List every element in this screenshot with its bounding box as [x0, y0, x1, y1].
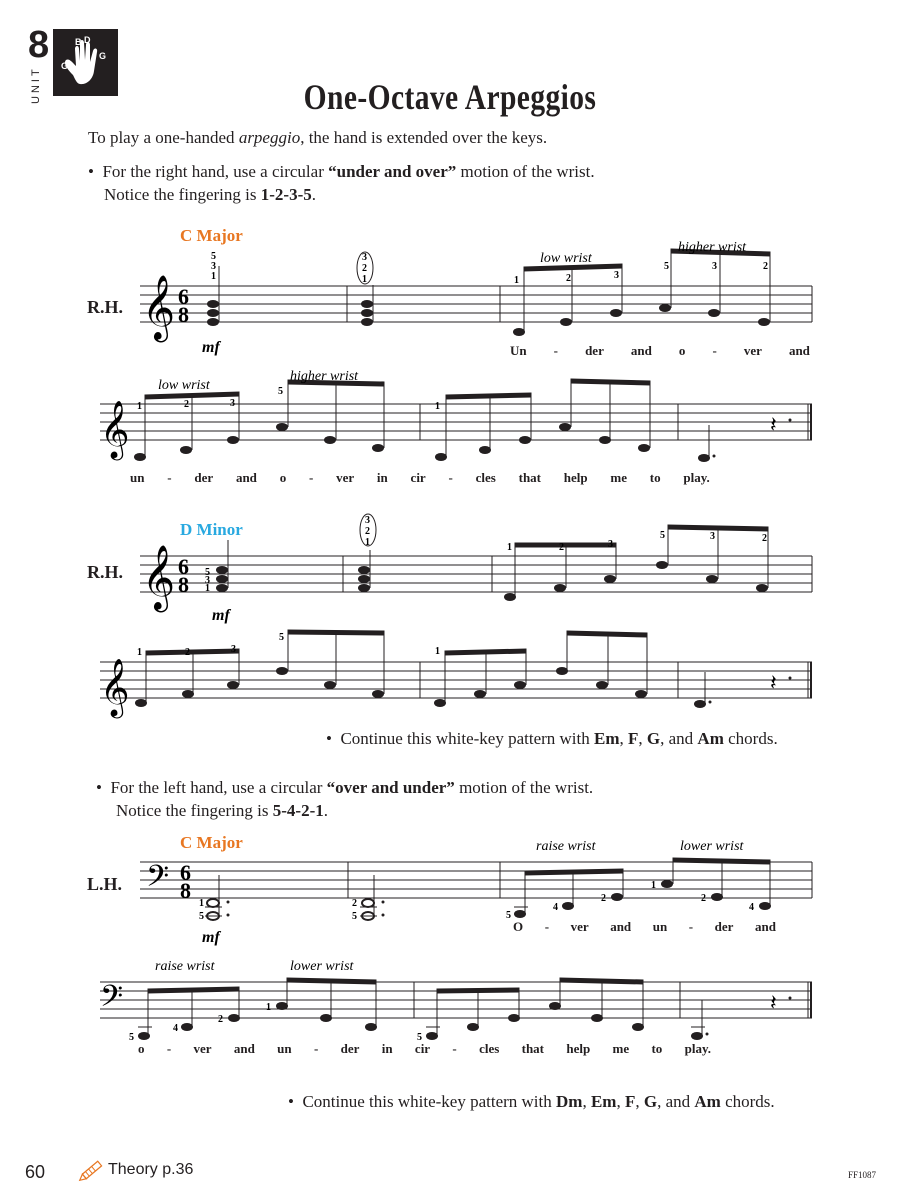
hand-label-lh: L.H. — [87, 874, 123, 894]
svg-text:D: D — [84, 35, 91, 45]
svg-text:3: 3 — [365, 515, 370, 526]
svg-text:2: 2 — [559, 542, 564, 553]
staff-d-minor-rh-line2 — [0, 620, 900, 720]
lyrics-line-lh-1: O - ver and un - der and — [513, 919, 776, 934]
quarter-rest-icon: 𝄽 — [770, 991, 777, 1016]
svg-text:5: 5 — [417, 1032, 422, 1043]
svg-text:higher wrist: higher wrist — [678, 240, 747, 255]
svg-text:6: 6 — [178, 284, 189, 309]
svg-text:1: 1 — [137, 401, 142, 412]
svg-text:2: 2 — [762, 533, 767, 544]
quarter-rest-icon: 𝄽 — [770, 671, 777, 696]
svg-text:2: 2 — [185, 647, 190, 658]
svg-text:raise wrist: raise wrist — [155, 959, 215, 974]
svg-text:3: 3 — [230, 398, 235, 409]
svg-text:mf: mf — [212, 607, 230, 624]
svg-text:8: 8 — [178, 302, 189, 327]
svg-text:5: 5 — [352, 911, 357, 922]
svg-text:3: 3 — [205, 575, 210, 586]
treble-clef-icon: 𝄞 — [142, 545, 176, 610]
svg-text:1: 1 — [137, 647, 142, 658]
quarter-rest-icon: 𝄽 — [770, 413, 777, 438]
svg-text:1: 1 — [435, 401, 440, 412]
svg-text:2: 2 — [184, 399, 189, 410]
svg-text:1: 1 — [266, 1002, 271, 1013]
svg-text:4: 4 — [173, 1023, 178, 1034]
svg-text:G: G — [99, 51, 107, 61]
product-code: FF1087 — [847, 1170, 876, 1180]
hand-label-rh: R.H. — [87, 562, 123, 582]
hand-letter: G — [61, 61, 69, 71]
svg-text:3: 3 — [614, 270, 619, 281]
lyrics-line-lh-2: o - ver and un - der in cir - cles that help me to play. — [138, 1041, 711, 1056]
svg-text:1: 1 — [507, 542, 512, 553]
lyrics-line-2: un - der and o - ver in cir - cles that help me to play. — [130, 470, 710, 485]
staff-d-minor-rh-line1 — [0, 510, 900, 630]
svg-text:3: 3 — [231, 644, 236, 655]
unit-number: 8 — [28, 24, 50, 66]
svg-text:3: 3 — [712, 261, 717, 272]
svg-text:5: 5 — [211, 251, 216, 262]
unit-label: UNIT — [30, 66, 42, 104]
svg-text:2: 2 — [362, 263, 367, 274]
svg-text:5: 5 — [279, 632, 284, 643]
svg-text:2: 2 — [218, 1014, 223, 1025]
svg-text:1: 1 — [365, 537, 370, 548]
svg-text:mf: mf — [202, 929, 220, 946]
svg-text:4: 4 — [749, 902, 754, 913]
svg-text:8: 8 — [180, 878, 191, 903]
staff-c-major-rh-line2 — [0, 370, 900, 480]
svg-text:1: 1 — [435, 646, 440, 657]
svg-text:2: 2 — [601, 893, 606, 904]
key-label-c-major-lh: C Major — [180, 833, 243, 852]
svg-text:6: 6 — [178, 554, 189, 579]
svg-text:5: 5 — [506, 910, 511, 921]
svg-text:2: 2 — [701, 893, 706, 904]
svg-text:2: 2 — [566, 273, 571, 284]
svg-text:2: 2 — [365, 526, 370, 537]
svg-text:5: 5 — [278, 386, 283, 397]
rh-instruction: • For the right hand, use a circular “under and over” motion of the wrist. Notice the fingering is 1-2-3-5. — [88, 162, 595, 204]
treble-clef-icon: 𝄞 — [100, 658, 130, 716]
svg-text:1: 1 — [199, 898, 204, 909]
svg-text:mf: mf — [202, 339, 220, 356]
key-label-c-major: C Major — [180, 226, 243, 245]
svg-text:3: 3 — [362, 252, 367, 263]
svg-text:6: 6 — [180, 860, 191, 885]
svg-text:5: 5 — [199, 911, 204, 922]
svg-text:3: 3 — [608, 539, 613, 550]
svg-text:B: B — [75, 37, 82, 47]
treble-clef-icon: 𝄞 — [142, 275, 176, 340]
svg-text:5: 5 — [660, 530, 665, 541]
svg-text:2: 2 — [352, 898, 357, 909]
svg-text:raise wrist: raise wrist — [536, 839, 596, 854]
pencil-icon — [78, 1158, 106, 1182]
continue-note-rh: • Continue this white-key pattern with Em, F, G, and Am chords. — [326, 729, 778, 748]
page-title: One-Octave Arpeggios — [303, 77, 597, 117]
svg-text:1: 1 — [205, 583, 210, 594]
svg-text:2: 2 — [763, 261, 768, 272]
svg-text:5: 5 — [205, 567, 210, 578]
bass-clef-icon: 𝄢 — [146, 860, 170, 901]
svg-text:1: 1 — [651, 880, 656, 891]
svg-text:lower wrist: lower wrist — [290, 959, 354, 974]
svg-text:8: 8 — [178, 572, 189, 597]
svg-text:3: 3 — [710, 531, 715, 542]
bass-clef-icon: 𝄢 — [100, 980, 124, 1021]
key-label-d-minor: D Minor — [180, 520, 243, 539]
treble-clef-icon: 𝄞 — [100, 400, 130, 458]
lyrics-line-1: Un - der and o - ver and — [510, 343, 810, 358]
svg-text:3: 3 — [211, 261, 216, 272]
svg-text:5: 5 — [129, 1032, 134, 1043]
svg-text:1: 1 — [211, 271, 216, 282]
lh-instruction: • For the left hand, use a circular “over and under” motion of the wrist. Notice the fingering is 5-4-2-1. — [96, 778, 594, 820]
svg-text:low wrist: low wrist — [158, 378, 210, 393]
staff-c-major-lh-line2 — [0, 950, 900, 1050]
continue-note-lh: • Continue this white-key pattern with Dm, Em, F, G, and Am chords. — [288, 1092, 775, 1111]
svg-text:4: 4 — [553, 902, 558, 913]
svg-text:1: 1 — [514, 275, 519, 286]
svg-text:5: 5 — [664, 261, 669, 272]
svg-text:1: 1 — [362, 274, 367, 285]
svg-text:low wrist: low wrist — [540, 251, 592, 266]
svg-text:higher wrist: higher wrist — [290, 369, 359, 384]
theory-reference-link[interactable]: Theory p.36 — [108, 1161, 194, 1178]
page-number: 60 — [25, 1162, 46, 1182]
svg-text:lower wrist: lower wrist — [680, 839, 744, 854]
hand-label-rh: R.H. — [87, 297, 123, 317]
intro-text: To play a one-handed arpeggio, the hand is extended over the keys. — [88, 128, 548, 147]
